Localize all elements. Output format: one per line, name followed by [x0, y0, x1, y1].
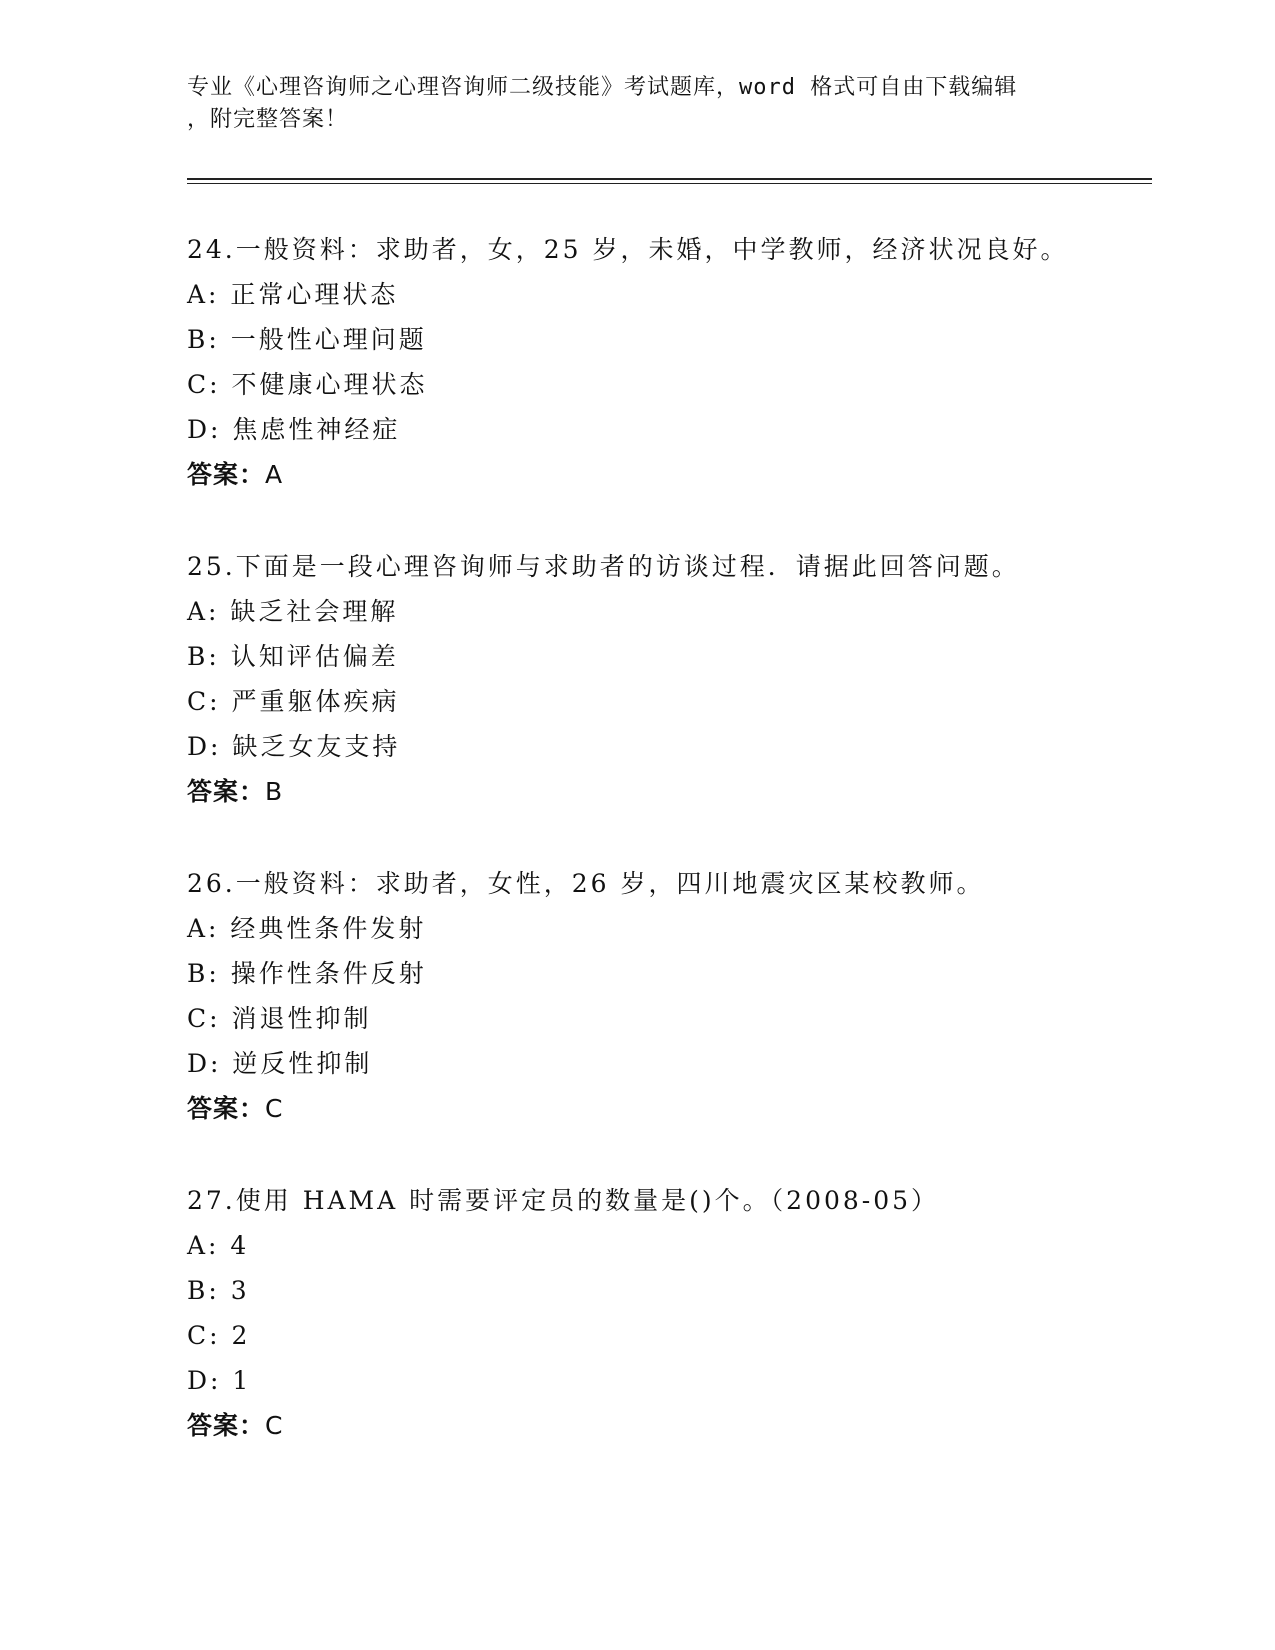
- question-title: 25.下面是一段心理咨询师与求助者的访谈过程．请据此回答问题。: [187, 552, 1020, 581]
- document-header: [187, 72, 1067, 136]
- question-title: 27.使用 HAMA 时需要评定员的数量是()个。（2008-05）: [187, 1186, 940, 1215]
- option-c: C: 严重躯体疾病: [187, 687, 400, 716]
- answer-label: 答案：: [187, 1411, 266, 1440]
- option-a: A: 缺乏社会理解: [187, 597, 399, 626]
- option-b: B: 操作性条件反射: [187, 959, 427, 988]
- answer-value: B: [265, 777, 284, 806]
- answer-label: 答案：: [187, 777, 266, 806]
- answer-value: C: [265, 1411, 284, 1440]
- question-25: [187, 544, 1147, 814]
- header-line-1: 专业《心理咨询师之心理咨询师二级技能》考试题库，word 格式可自由下载编辑: [187, 75, 1018, 100]
- option-b: B: 认知评估偏差: [187, 642, 399, 671]
- header-divider-thin: [187, 183, 1152, 184]
- answer-line: [187, 452, 1147, 497]
- option-a: A: 4: [187, 1231, 250, 1260]
- answer-line: [187, 769, 1147, 814]
- answer-label: 答案：: [187, 460, 266, 489]
- header-divider-thick: [187, 178, 1152, 180]
- option-b: B: 3: [187, 1276, 250, 1305]
- answer-value: C: [265, 1094, 284, 1123]
- answer-value: A: [265, 460, 284, 489]
- question-title: 24.一般资料：求助者，女，25 岁，未婚，中学教师，经济状况良好。: [187, 235, 1069, 264]
- answer-line: [187, 1403, 1147, 1448]
- question-26: [187, 861, 1147, 1131]
- option-d: D: 焦虑性神经症: [187, 415, 401, 444]
- option-c: C: 2: [187, 1321, 251, 1350]
- option-d: D: 逆反性抑制: [187, 1049, 373, 1078]
- answer-line: [187, 1086, 1147, 1131]
- option-c: C: 消退性抑制: [187, 1004, 372, 1033]
- option-a: A: 经典性条件发射: [187, 914, 427, 943]
- question-title: 26.一般资料：求助者，女性，26 岁，四川地震灾区某校教师。: [187, 869, 985, 898]
- option-a: A: 正常心理状态: [187, 280, 399, 309]
- question-24: [187, 227, 1147, 497]
- header-line-2: ，附完整答案！: [187, 107, 349, 132]
- answer-label: 答案：: [187, 1094, 266, 1123]
- option-d: D: 1: [187, 1366, 252, 1395]
- option-c: C: 不健康心理状态: [187, 370, 428, 399]
- option-d: D: 缺乏女友支持: [187, 732, 401, 761]
- question-27: [187, 1178, 1147, 1448]
- option-b: B: 一般性心理问题: [187, 325, 427, 354]
